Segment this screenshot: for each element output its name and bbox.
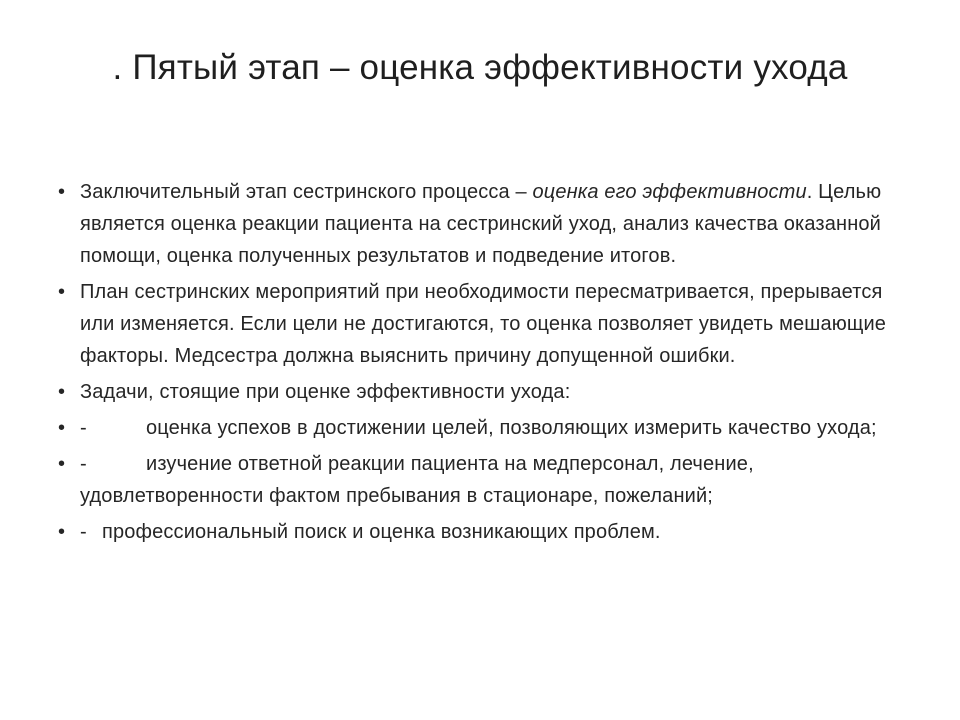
bullet-item-final-stage [58,176,888,272]
bullet-dot-icon: • [58,521,66,543]
bullet-dot-icon: • [58,181,66,203]
bullet-text-intro: Заключительный этап сестринского процесса – [80,181,533,203]
bullet-text: профессиональный поиск и оценка возникающих проблем. [102,521,661,543]
bullet-dot-icon: • [58,417,66,439]
bullet-item-task-problems [58,516,888,548]
bullet-item-task-goals [58,412,888,444]
bullet-dot-icon: • [58,381,66,403]
bullet-item-tasks-heading [58,376,888,408]
bullet-dot-icon: • [58,453,66,475]
dash-marker: - [80,417,87,439]
bullet-text-emphasis: оценка его эффективности [532,181,807,203]
bullet-dot-icon: • [58,281,66,303]
bullet-text: План сестринских мероприятий при необходимости пересматривается, прерывается или изменяется. Если цели не достигаются, то оценка позволяет увидеть мешающие факторы. Медсестра должна выяснить причину допущенной ошибки. [80,281,887,367]
bullet-text-goal: . Целью является оценка реакции пациента на сестринский уход, анализ качества оказанной помощи, оценка полученных результатов и подведение итогов. [80,181,882,267]
bullet-text: оценка успехов в достижении целей, позволяющих измерить качество ухода; [146,417,877,439]
bullet-item-task-reaction [58,448,888,512]
bullet-text: Задачи, стоящие при оценке эффективности ухода: [80,381,571,403]
bullet-item-plan-revision [58,276,888,372]
dash-marker: - [80,453,87,475]
dash-marker: - [80,521,87,543]
slide-title: . Пятый этап – оценка эффективности ухода [112,48,848,87]
bullet-list [58,176,888,552]
bullet-text: изучение ответной реакции пациента на медперсонал, лечение, удовлетворенности фактом пребывания в стационаре, пожеланий; [80,453,754,507]
